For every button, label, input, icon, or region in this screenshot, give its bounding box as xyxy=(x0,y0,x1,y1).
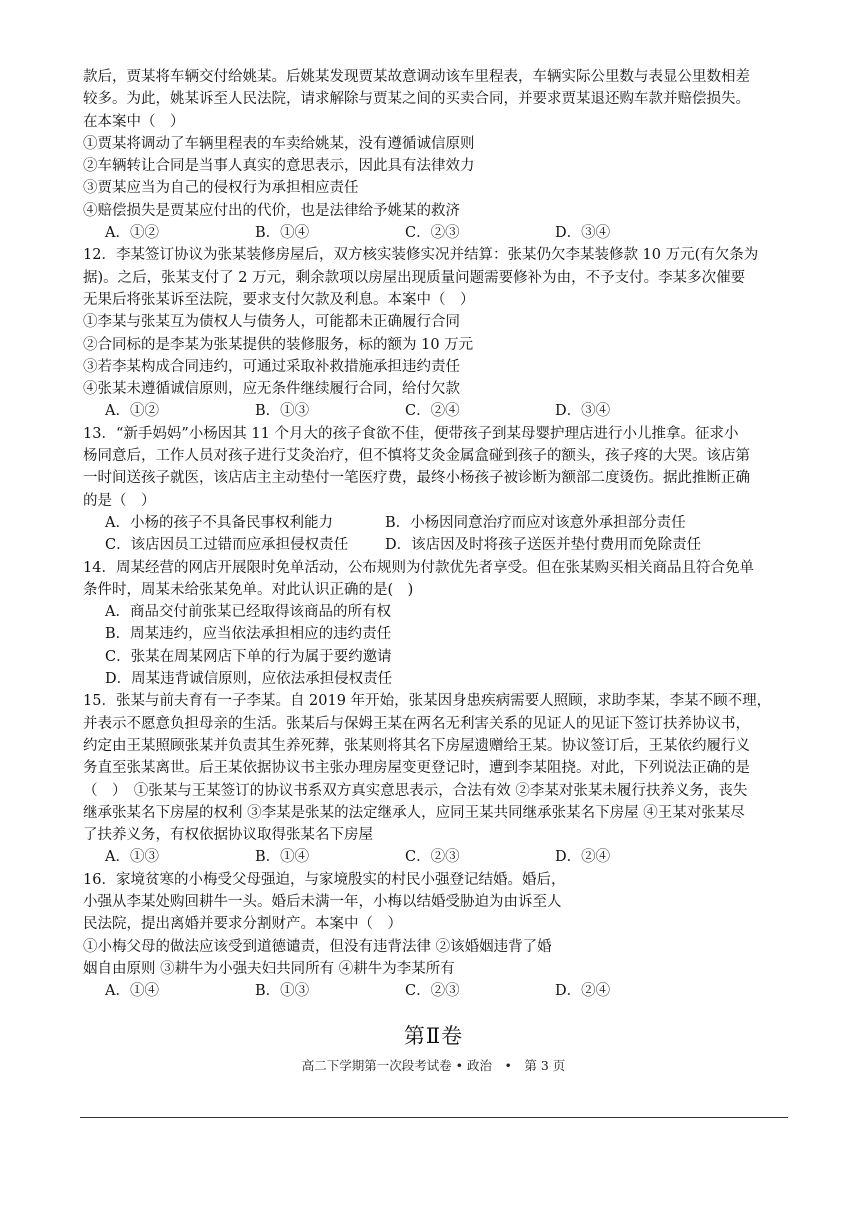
statement-2: ②合同标的是李某为张某提供的装修服务，标的额为 10 万元 xyxy=(83,336,474,353)
q16-stem: 民法院，提出离婚并要求分割财产。本案中（ ） xyxy=(83,916,402,933)
statement-1: ①李某与张某互为债权人与债务人，可能都未正确履行合同 xyxy=(83,314,460,331)
option-d[interactable]: D．②④ xyxy=(555,849,611,866)
option-c[interactable]: C．该店因员工过错而应承担侵权责任 xyxy=(105,537,349,554)
q12-stem: 12．李某签订协议为张某装修房屋后，双方核实装修实况并结算：张某仍欠李某装修款 10 万元(有欠条为 xyxy=(83,247,759,264)
q12-stem: 无果后将张某诉至法院，要求支付欠款及利息。本案中（ ） xyxy=(83,291,475,308)
option-d[interactable]: D．③④ xyxy=(555,403,611,420)
q15-stem: 了扶养义务，有权依据协议取得张某名下房屋 xyxy=(83,827,373,844)
option-a[interactable]: A．①② xyxy=(105,225,159,242)
option-a[interactable]: A．商品交付前张某已经取得该商品的所有权 xyxy=(105,604,391,621)
footer-divider xyxy=(80,1117,788,1118)
option-c[interactable]: C．②③ xyxy=(405,849,460,866)
option-d[interactable]: D．周某违背诚信原则，应依法承担侵权责任 xyxy=(105,671,393,688)
option-c[interactable]: C．②③ xyxy=(405,225,460,242)
q15-stem: 15．张某与前夫育有一子李某。自 2019 年开始，张某因身患疾病需要人照顾，求助李某，李某不顾不理， xyxy=(83,693,772,710)
q13-stem: 杨同意后，工作人员对孩子进行艾灸治疗，但不慎将艾灸金属盒碰到孩子的额头，孩子疼的大哭。该店第 xyxy=(83,448,750,465)
option-a[interactable]: A．①③ xyxy=(105,849,159,866)
option-d[interactable]: D．③④ xyxy=(555,225,611,242)
q13-stem: 的是（ ） xyxy=(83,492,156,509)
option-c[interactable]: C．②④ xyxy=(405,403,460,420)
option-a[interactable]: A．①④ xyxy=(105,983,159,1000)
option-a[interactable]: A．小杨的孩子不具备民事权利能力 xyxy=(105,514,333,531)
q14-stem: 14．周某经营的网店开展限时免单活动，公布规则为付款优先者享受。但在张某购买相关商品且符合免单 xyxy=(83,559,754,576)
q16-stem: 小强从李某处购回耕牛一头。婚后未满一年，小梅以结婚受胁迫为由诉至人 xyxy=(83,893,562,910)
statement-3: ③贾某应当为自己的侵权行为承担相应责任 xyxy=(83,180,359,197)
q13-options-row xyxy=(83,512,793,534)
q15-stem: （ ） ①张某与王某签订的协议书系双方真实意思表示，合法有效 ②李某对张某未履行扶养义务，丧失 xyxy=(83,782,748,799)
question-content xyxy=(83,66,793,1002)
q16-stem: 16．家境贫寒的小梅受父母强迫，与家境殷实的村民小强登记结婚。婚后， xyxy=(83,871,566,888)
q11-options xyxy=(83,222,793,244)
q13-stem: 一时间送孩子就医，该店店主主动垫付一笔医疗费，最终小杨孩子被诊断为额部二度烫伤。据此推断正确 xyxy=(83,470,750,487)
option-d[interactable]: D．该店因及时将孩子送医并垫付费用而免除责任 xyxy=(385,537,702,554)
statement-2: ②车辆转让合同是当事人真实的意思表示，因此具有法律效力 xyxy=(83,158,475,175)
option-d[interactable]: D．②④ xyxy=(555,983,611,1000)
option-c[interactable]: C．张某在周某网店下单的行为属于要约邀请 xyxy=(105,648,392,665)
q15-stem: 约定由王某照顾张某并负责其生养死葬，张某则将其名下房屋遗赠给王某。协议签订后，王某依约履行义 xyxy=(83,737,750,754)
page-footer: 高二下学期第一次段考试卷 • 政治 • 第 3 页 xyxy=(301,1058,566,1073)
q15-stem: 务直至张某离世。后王某依据协议书主张办理房屋变更登记时，遭到李某阻挠。对此，下列说法正确的是 xyxy=(83,760,750,777)
text-line: 在本案中（ ） xyxy=(83,113,185,130)
text-line: 款后，贾某将车辆交付给姚某。后姚某发现贾某故意调动该车里程表，车辆实际公里数与表显公里数相差 xyxy=(83,69,750,85)
option-b[interactable]: B．①③ xyxy=(255,983,310,1000)
q12-stem: 据)。之后，张某支付了 2 万元，剩余款项以房屋出现质量问题需要修补为由，不予支付。李某多次催要 xyxy=(83,269,746,286)
option-b[interactable]: B．①④ xyxy=(255,849,310,866)
text-line: 较多。为此，姚某诉至人民法院，请求解除与贾某之间的买卖合同，并要求贾某退还购车款并赔偿损失。 xyxy=(83,91,750,108)
q15-stem: 并表示不愿意负担母亲的生活。张某后与保姆王某在两名无利害关系的见证人的见证下签订扶养协议书， xyxy=(83,715,750,732)
option-b[interactable]: B．①④ xyxy=(255,225,310,242)
option-b[interactable]: B．①③ xyxy=(255,403,310,420)
option-c[interactable]: C．②③ xyxy=(405,983,460,1000)
option-b[interactable]: B．周某违约，应当依法承担相应的违约责任 xyxy=(105,626,392,643)
q15-stem: 继承张某名下房屋的权利 ③李某是张某的法定继承人，应同王某共同继承张某名下房屋 ④王某对张某尽 xyxy=(83,804,745,821)
q13-options-row xyxy=(83,534,793,556)
statement-3: ③若李某构成合同违约，可通过采取补救措施承担违约责任 xyxy=(83,358,460,375)
statement-4: ④张某未遵循诚信原则，应无条件继续履行合同，给付欠款 xyxy=(83,381,460,398)
option-a[interactable]: A．①② xyxy=(105,403,159,420)
statement-1: ①贾某将调动了车辆里程表的车卖给姚某，没有遵循诚信原则 xyxy=(83,135,475,152)
q15-options xyxy=(83,846,793,868)
q12-options xyxy=(83,400,793,422)
section-title: 第Ⅱ卷 xyxy=(403,1024,464,1048)
q16-stem: 姻自由原则 ③耕牛为小强夫妇共同所有 ④耕牛为李某所有 xyxy=(83,960,455,977)
option-b[interactable]: B．小杨因同意治疗而应对该意外承担部分责任 xyxy=(385,514,686,531)
q14-stem: 条件时，周某未给张某免单。对此认识正确的是( ) xyxy=(83,581,414,598)
q16-stem: ①小梅父母的做法应该受到道德谴责，但没有违背法律 ②该婚姻违背了婚 xyxy=(83,938,552,955)
q13-stem: 13．“新手妈妈”小杨因其 11 个月大的孩子食欲不佳，便带孩子到某母婴护理店进行小儿推拿。征求小 xyxy=(83,425,739,442)
q16-options xyxy=(83,980,793,1002)
statement-4: ④赔偿损失是贾某应付出的代价，也是法律给予姚某的救济 xyxy=(83,202,460,219)
